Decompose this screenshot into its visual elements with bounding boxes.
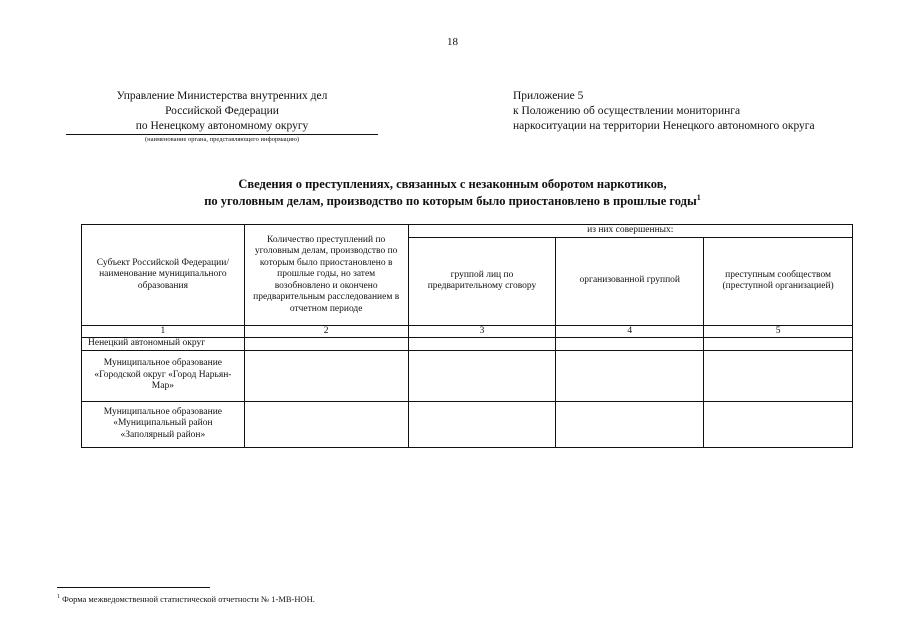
- table-cell: [408, 401, 556, 447]
- table-cell: [408, 350, 556, 401]
- column-numbers-row: [82, 325, 853, 338]
- header-community: преступным сообществом (преступной организацией): [704, 237, 853, 325]
- row-subject: Ненецкий автономный округ: [82, 338, 245, 351]
- organization-line: Российской Федерации: [165, 105, 279, 117]
- appendix-line: к Положению об осуществлении мониторинга: [513, 105, 741, 117]
- appendix-line: наркоситуации на территории Ненецкого автономного округа: [513, 120, 815, 132]
- organization-caption: (наименование органа, представляющего информацию): [144, 136, 300, 143]
- header-group: группой лиц по предварительному сговору: [408, 237, 556, 325]
- organization-block: [66, 89, 378, 144]
- row-subject: Муниципальное образование «Муниципальный район «Заполярный район»: [82, 401, 245, 447]
- footnote: [57, 594, 315, 604]
- column-number: 2: [244, 325, 408, 338]
- column-number: 4: [556, 325, 704, 338]
- appendix-block: [513, 89, 883, 134]
- table-row: [82, 338, 853, 351]
- table-cell: [244, 350, 408, 401]
- header-subject: Субъект Российской Федерации/ наименование муниципального образования: [82, 225, 245, 326]
- table-cell: [556, 401, 704, 447]
- row-subject: Муниципальное образование «Городской округ «Город Нарьян-Мар»: [82, 350, 245, 401]
- title-line-2-text: по уголовным делам, производство по которым было приостановлено в прошлые годы: [204, 194, 697, 208]
- title-line-2: [80, 193, 825, 210]
- footnote-text: Форма межведомственной статистической отчетности № 1-МВ-НОН.: [62, 594, 315, 604]
- column-number: 5: [704, 325, 853, 338]
- table-row: [82, 401, 853, 447]
- table-row: [82, 350, 853, 401]
- organization-line: по Ненецкому автономному округу: [66, 119, 378, 135]
- organization-line: Управление Министерства внутренних дел: [116, 90, 328, 102]
- report-table: [81, 224, 853, 448]
- table-cell: [244, 338, 408, 351]
- footnote-divider: [57, 587, 210, 588]
- page-number: 18: [447, 36, 458, 48]
- title-footnote-mark: 1: [696, 192, 701, 202]
- title-line-1: Сведения о преступлениях, связанных с незаконным оборотом наркотиков,: [238, 177, 667, 191]
- table-cell: [408, 338, 556, 351]
- table-cell: [556, 350, 704, 401]
- header-organized: организованной группой: [556, 237, 704, 325]
- footnote-mark: 1: [57, 594, 60, 601]
- table-cell: [244, 401, 408, 447]
- appendix-line: Приложение 5: [513, 90, 584, 102]
- header-of-which: из них совершенных:: [408, 225, 852, 238]
- document-title: [80, 176, 825, 210]
- table-cell: [556, 338, 704, 351]
- table-cell: [704, 401, 853, 447]
- column-number: 1: [82, 325, 245, 338]
- column-number: 3: [408, 325, 556, 338]
- header-count: Количество преступлений по уголовным делам, производство по которым было приостановлено в прошлые годы, но затем возобновлено и окончено предварительным расследованием в отчетном периоде: [244, 225, 408, 326]
- table-cell: [704, 338, 853, 351]
- table-cell: [704, 350, 853, 401]
